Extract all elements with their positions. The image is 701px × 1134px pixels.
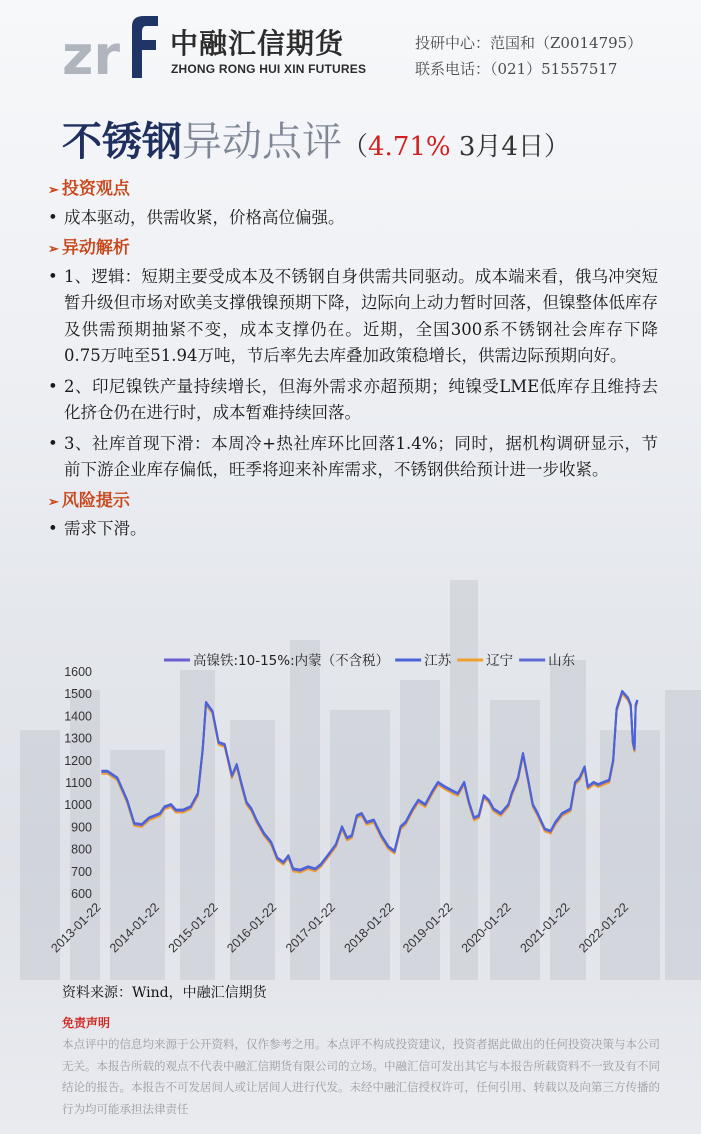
x-tick-label: 2013-01-22 [48,900,104,956]
x-tick-label: 2019-01-22 [400,900,456,956]
analyst-line: 投研中心：范国和（Z0014795） [415,34,643,52]
analysis-text-3: 3、社库首现下滑：本周冷+热社库环比回落1.4%；同时，据机构调研显示，节前下游企业库存偏低，旺季将迎来补库需求，不锈钢供给预计进一步收紧。 [64,433,658,479]
report-content [48,176,658,547]
y-tick-label: 900 [71,820,92,835]
legend-label: 江苏 [424,653,452,669]
disclaimer-text: 本点评中的信息均来源于公开资料，仅作参考之用。本点评不构成投资建议，投资者据此做出的任何投资决策与本公司无关。本报告所载的观点不代表中融汇信期货有限公司的立场。中融汇信可发出其它与本报告所载资料不一致及有不同结论的报告。本报告不可发居间人或让居间人进行代发。未经中融汇信授权许可，任何引用、转载以及向第三方传播的行为均可能承担法律责任 [62,1037,660,1116]
analysis-text-1: 1、逻辑：短期主要受成本及不锈钢自身供需共同驱动。成本端来看，俄乌冲突短暂升级但市场对欧美支撑俄镍预期下降，边际向上动力暂时回落，但镍整体低库存及供需预期抽紧不变，成本支撑仍在。近期，全国300系不锈钢社会库存下降0.75万吨至51.94万吨，节后率先去库叠加政策稳增长，供需边际预期向好。 [64,266,658,365]
arrow-right-icon: ➢ [48,183,59,198]
title-date: 3月4日） [458,132,570,162]
title-product: 不锈钢 [62,119,182,165]
title-kind: 异动点评 [182,119,342,165]
arrow-right-icon: ➢ [48,494,59,510]
page-title [62,110,570,167]
y-tick-label: 1300 [64,731,92,746]
y-tick-label: 700 [71,864,92,879]
analysis-text-2: 2、印尼镍铁产量持续增长，但海外需求亦超预期；纯镍受LME低库存且维持去化挤仓仍在进行时，成本暂难持续回落。 [64,376,658,422]
bullet-dot: • [48,266,58,286]
legend-label: 辽宁 [486,653,514,669]
contact-info [415,30,642,82]
list-item [48,374,658,427]
x-tick-label: 2016-01-22 [224,900,280,956]
section-heading-analysis: ➢ 异动解析 [48,238,130,258]
data-source: 资料来源：Wind，中融汇信期货 [62,985,267,1001]
y-tick-label: 1100 [65,776,92,790]
list-item [48,431,658,484]
legend-label: 高镍铁:10-15%:内蒙（不含税） [193,653,390,669]
x-tick-label: 2014-01-22 [106,900,163,956]
section-heading-risk: ➢ 风险提示 [48,490,130,511]
brand-name-cn: 中融汇信期货 [170,27,345,60]
disclaimer-title: 免责声明 [62,1016,111,1030]
title-change-pct: 4.71% [368,132,451,162]
phone-line: 联系电话：（021）51557517 [415,60,618,78]
x-tick-label: 2017-01-22 [282,900,339,956]
x-tick-label: 2020-01-22 [458,900,514,956]
y-tick-label: 1000 [64,798,92,813]
list-item [48,516,658,543]
list-item [48,264,658,370]
brand-name-en: ZHONG RONG HUI XIN FUTURES [171,62,367,76]
y-tick-label: 1200 [64,753,92,768]
section-heading-view: ➢ 投资观点 [48,179,130,199]
arrow-right-icon: ➢ [48,242,59,257]
series-line [101,691,637,870]
bullet-dot: • [48,207,58,227]
y-tick-label: 1500 [64,687,92,702]
title-paren: （ [342,132,369,162]
list-item [48,205,658,232]
svg-text:zr: zr [62,24,121,80]
company-logo [62,14,162,80]
bullet-dot: • [48,433,58,453]
bullet-dot: • [48,519,58,538]
bullet-dot: • [48,376,58,396]
x-tick-label: 2018-01-22 [341,900,397,956]
x-tick-label: 2022-01-22 [576,900,632,956]
y-tick-label: 1400 [64,709,92,724]
x-tick-label: 2015-01-22 [165,900,221,956]
nickel-pig-iron-price-chart [40,650,660,980]
series-line [101,692,637,871]
y-tick-label: 800 [71,842,92,857]
risk-text: 需求下滑。 [64,519,147,538]
series-line [101,694,637,873]
y-tick-label: 1600 [64,665,92,679]
y-tick-label: 600 [71,887,92,901]
view-text: 成本驱动，供需收紧，价格高位偏强。 [64,207,345,227]
series-line [101,692,637,871]
x-tick-label: 2021-01-22 [517,900,573,956]
legend-label: 山东 [548,653,576,669]
